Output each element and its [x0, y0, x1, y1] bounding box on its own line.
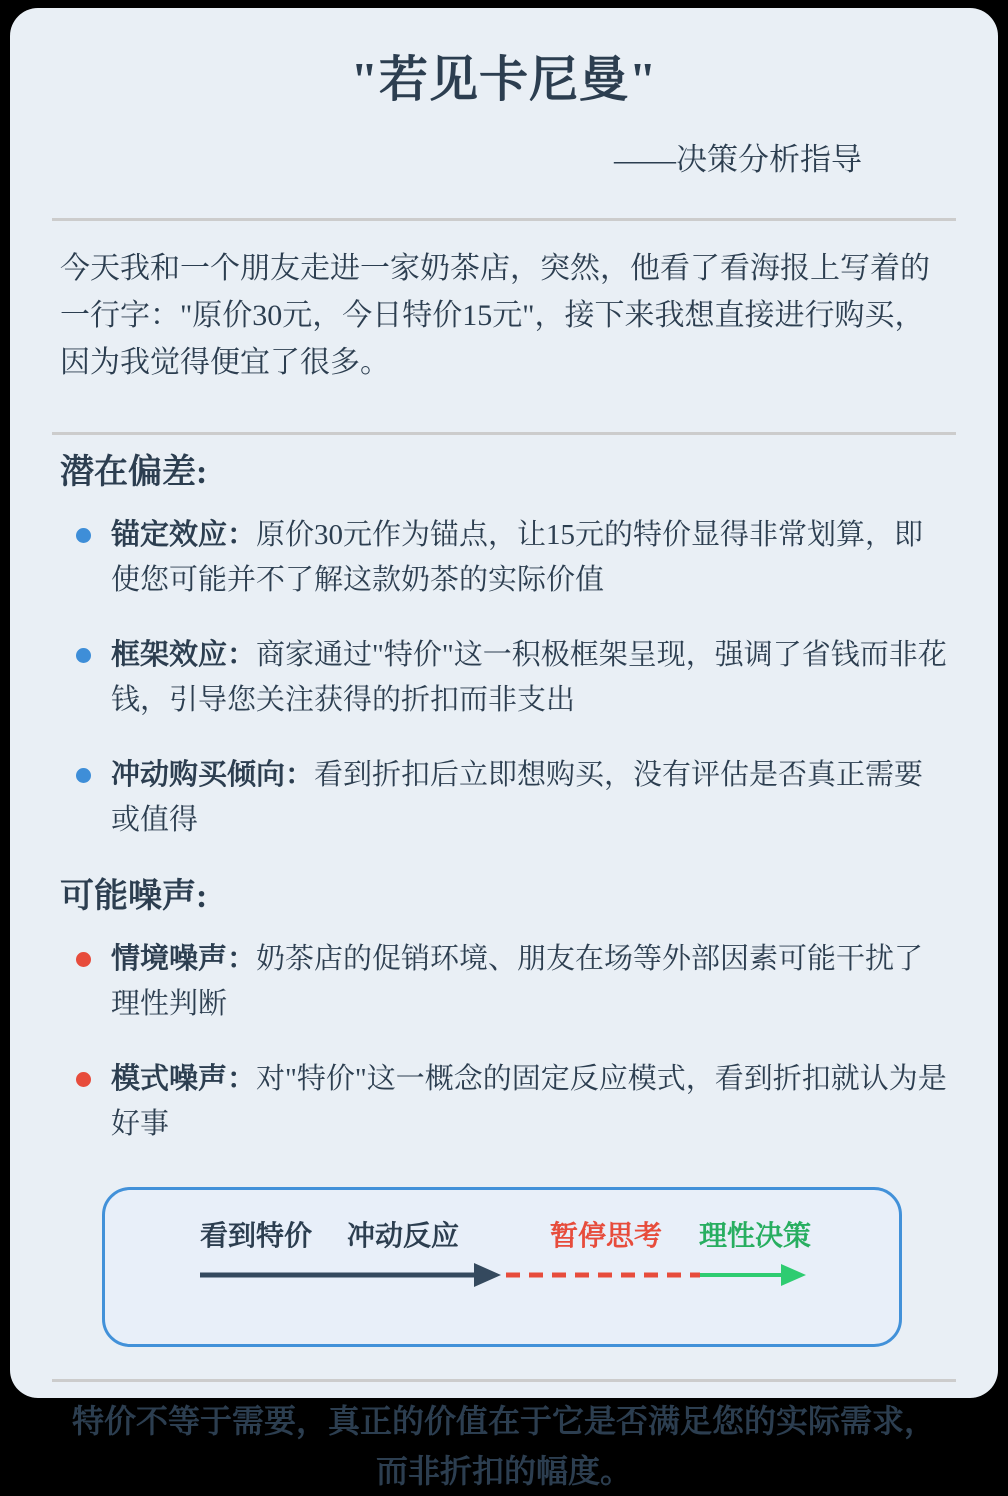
- flow-step-see-special-price: 看到特价: [200, 1221, 313, 1252]
- list-item: [60, 753, 948, 843]
- bullet-icon: [76, 648, 91, 663]
- bullet-icon: [76, 528, 91, 543]
- bullet-icon: [76, 768, 91, 783]
- list-item-text: [111, 753, 948, 843]
- flow-step-impulse-reaction: 冲动反应: [347, 1221, 460, 1252]
- item-term: 模式噪声：: [111, 1063, 257, 1095]
- decision-flow-diagram: [102, 1187, 902, 1347]
- bullet-icon: [76, 952, 91, 967]
- noise-list: [60, 937, 948, 1147]
- section-heading-noise: 可能噪声:: [60, 878, 208, 915]
- list-item: [60, 633, 948, 723]
- item-term: 冲动购买倾向：: [111, 759, 315, 791]
- item-term: 框架效应：: [111, 639, 257, 671]
- list-item-text: [111, 1057, 948, 1147]
- item-body: 对"特价"这一概念的固定反应模式，看到折扣就认为是好事: [111, 1063, 947, 1140]
- divider: [52, 1379, 956, 1382]
- item-body: 商家通过"特价"这一积极框架呈现，强调了省钱而非花钱，引导您关注获得的折扣而非支出: [111, 639, 947, 716]
- arrowhead-dark-icon: [474, 1263, 501, 1287]
- list-item-text: [111, 937, 948, 1027]
- flow-arrow-graphic: [105, 1252, 899, 1298]
- arrowhead-green-icon: [781, 1264, 806, 1286]
- flow-step-rational-decision: 理性决策: [699, 1221, 812, 1252]
- page-subtitle: ——决策分析指导: [614, 142, 862, 177]
- item-term: 锚定效应：: [111, 519, 257, 551]
- divider: [52, 432, 956, 435]
- bias-list: [60, 513, 948, 843]
- divider: [52, 218, 956, 221]
- list-item: [60, 1057, 948, 1147]
- intro-paragraph: 今天我和一个朋友走进一家奶茶店，突然，他看了看海报上写着的一行字："原价30元，今日特价15元"，接下来我想直接进行购买，因为我觉得便宜了很多。: [60, 252, 930, 379]
- item-body: 原价30元作为锚点，让15元的特价显得非常划算，即使您可能并不了解这款奶茶的实际价值: [111, 519, 924, 596]
- note-card: [10, 8, 998, 1489]
- list-item: [60, 937, 948, 1027]
- item-body: 看到折扣后立即想购买，没有评估是否真正需要或值得: [111, 759, 924, 836]
- conclusion-text: 特价不等于需要，真正的价值在于它是否满足您的实际需求，而非折扣的幅度。: [71, 1403, 936, 1489]
- page-title: "若见卡尼曼": [350, 52, 658, 107]
- item-term: 情境噪声：: [111, 943, 257, 975]
- flow-step-pause-think: 暂停思考: [550, 1221, 663, 1252]
- list-item: [60, 513, 948, 603]
- bullet-icon: [76, 1072, 91, 1087]
- list-item-text: [111, 633, 948, 723]
- list-item-text: [111, 513, 948, 603]
- section-heading-biases: 潜在偏差:: [60, 454, 208, 491]
- item-body: 奶茶店的促销环境、朋友在场等外部因素可能干扰了理性判断: [111, 943, 924, 1020]
